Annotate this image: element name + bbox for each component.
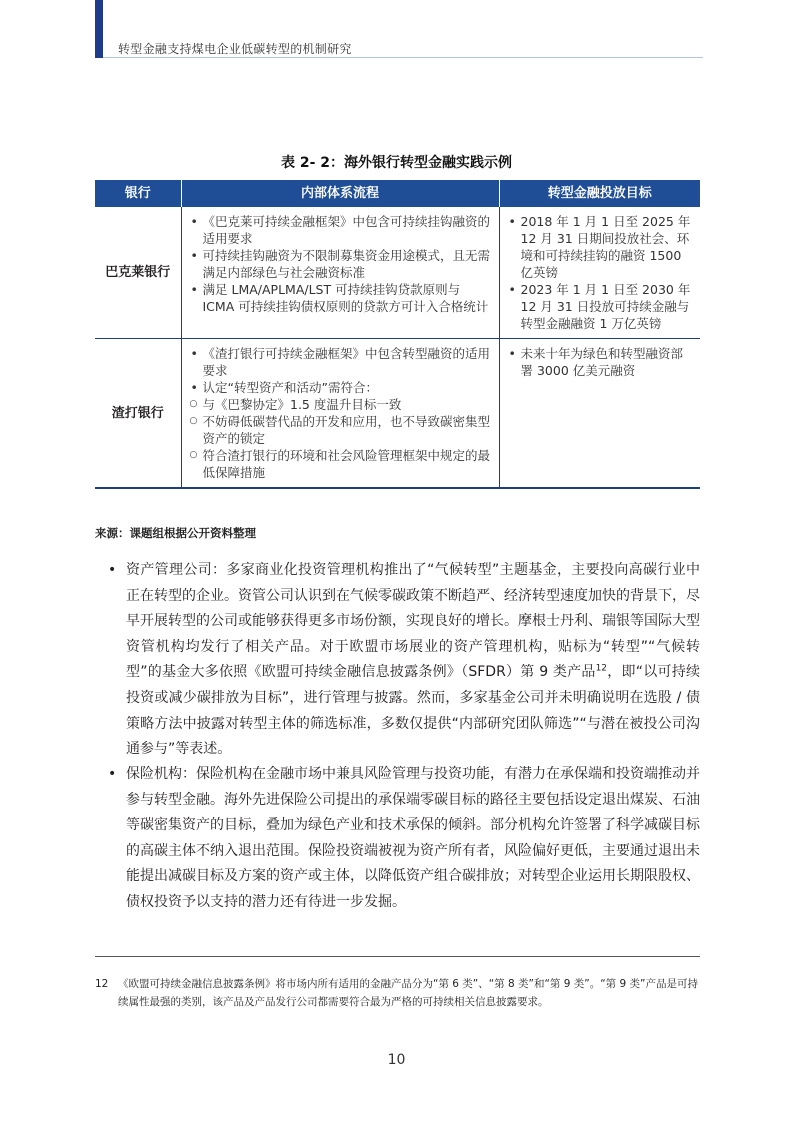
table-row <box>95 207 700 339</box>
header-rule <box>103 57 703 58</box>
list-item: • 认定“转型资产和活动”需符合： <box>190 379 493 396</box>
table-source: 来源：课题组根据公开资料整理 <box>95 526 256 540</box>
paragraph-insurance <box>108 762 700 916</box>
bank-practice-table <box>95 180 700 489</box>
paragraph-text: 保险机构：保险机构在金融市场中兼具风险管理与投资功能，有潜力在承保端和投资端推动并参与转型金融。海外先进保险公司提出的承保端零碳目标的路径主要包括设定退出煤炭、石油等碳密集资产的目标，叠加为绿色产业和技术承保的倾斜。部分机构允许签署了科学减碳目标的高碳主体不纳入退出范围。保险投资端被视为资产所有者，风险偏好更低，主要通过退出未能提出减碳目标及方案的资产或主体，以降低资产组合碳排放；对转型企业运用长期限股权、债权投资予以支持的潜力还有待进一步发掘。 <box>126 766 700 910</box>
col-header-targets: 转型金融投放目标 <box>499 180 700 207</box>
process-list <box>190 213 493 315</box>
running-title: 转型金融支持煤电企业低碳转型的机制研究 <box>118 42 352 56</box>
bullet-marker: • <box>108 562 117 578</box>
targets-cell <box>499 207 700 339</box>
targets-list <box>508 213 695 332</box>
bank-name: 渣打银行 <box>95 339 181 489</box>
process-cell <box>181 339 499 489</box>
process-list <box>190 345 493 481</box>
table-caption: 表 2- 2：海外银行转型金融实践示例 <box>280 155 513 171</box>
list-item: • 《巴克莱可持续金融框架》中包含可持续挂钩融资的适用要求 <box>190 213 493 247</box>
page-number: 10 <box>387 1052 406 1068</box>
footnote <box>95 975 700 1011</box>
targets-cell <box>499 339 700 489</box>
targets-list <box>508 345 695 379</box>
bank-name: 巴克莱银行 <box>95 207 181 339</box>
list-item: • 未来十年为绿色和转型融资部署 3000 亿美元融资 <box>508 345 695 379</box>
process-cell <box>181 207 499 339</box>
paragraph-text: 资产管理公司：多家商业化投资管理机构推出了“气候转型”主题基金，主要投向高碳行业中正在转型的企业。资管公司认识到在气候零碳政策不断趋严、经济转型速度加快的背景下，尽早开展转型的公司或能够获得更多市场份额，实现良好的增长。摩根士丹利、瑞银等国际大型资管机构均发行了相关产品。对于欧盟市场展业的资产管理机构，贴标为“转型”“气候转型”的基金大多依照《欧盟可持续金融信息披露条例》（SFDR）第 9 类产品$^{12}$，即“以可持续投资或减少碳排放为目标”，进行管理与披露。然而，多家基金公司并未明确说明在选股 / 债策略方法中披露对转型主体的筛选标准，多数仅提供“内部研究团队筛选”“与潜在被投公司沟通参与”等表述。 <box>126 562 700 758</box>
footnote-text: 《欧盟可持续金融信息披露条例》将市场内所有适用的金融产品分为“第 6 类”、“第 8 类”和“第 9 类”。“第 9 类”产品是可持续属性最强的类别，该产品及产品发行公司都需要符合最为严格的可持续相关信息披露要求。 <box>118 978 698 1008</box>
list-item: • 《渣打银行可持续金融框架》中包含转型融资的适用要求 <box>190 345 493 379</box>
list-item: ○ 不妨碍低碳替代品的开发和应用，也不导致碳密集型资产的锁定 <box>190 413 493 447</box>
header-accent-bar <box>95 0 103 58</box>
table-row <box>95 339 700 489</box>
list-item: • 可持续挂钩融资为不限制募集资金用途模式，且无需满足内部绿色与社会融资标准 <box>190 247 493 281</box>
bullet-marker: • <box>108 766 117 782</box>
col-header-bank: 银行 <box>95 180 181 207</box>
list-item: ○ 与《巴黎协定》1.5 度温升目标一致 <box>190 396 493 413</box>
table-header-row <box>95 180 700 207</box>
list-item: • 2023 年 1 月 1 日至 2030 年 12 月 31 日投放可持续金融与转型金融融资 1 万亿英镑 <box>508 281 695 332</box>
list-item: • 满足 LMA/APLMA/LST 可持续挂钩贷款原则与 ICMA 可持续挂钩债权原则的贷款方可计入合格统计 <box>190 281 493 315</box>
paragraph-asset-management <box>108 558 700 763</box>
list-item: ○ 符合渣打银行的环境和社会风险管理框架中规定的最低保障措施 <box>190 447 493 481</box>
footnote-ref[interactable]: 12 <box>595 663 608 674</box>
col-header-process: 内部体系流程 <box>181 180 499 207</box>
footnote-number: 12 <box>95 978 109 990</box>
list-item: • 2018 年 1 月 1 日至 2025 年 12 月 31 日期间投放社会、环境和可持续挂钩的融资 1500 亿英镑 <box>508 213 695 281</box>
footnote-rule <box>95 956 700 957</box>
